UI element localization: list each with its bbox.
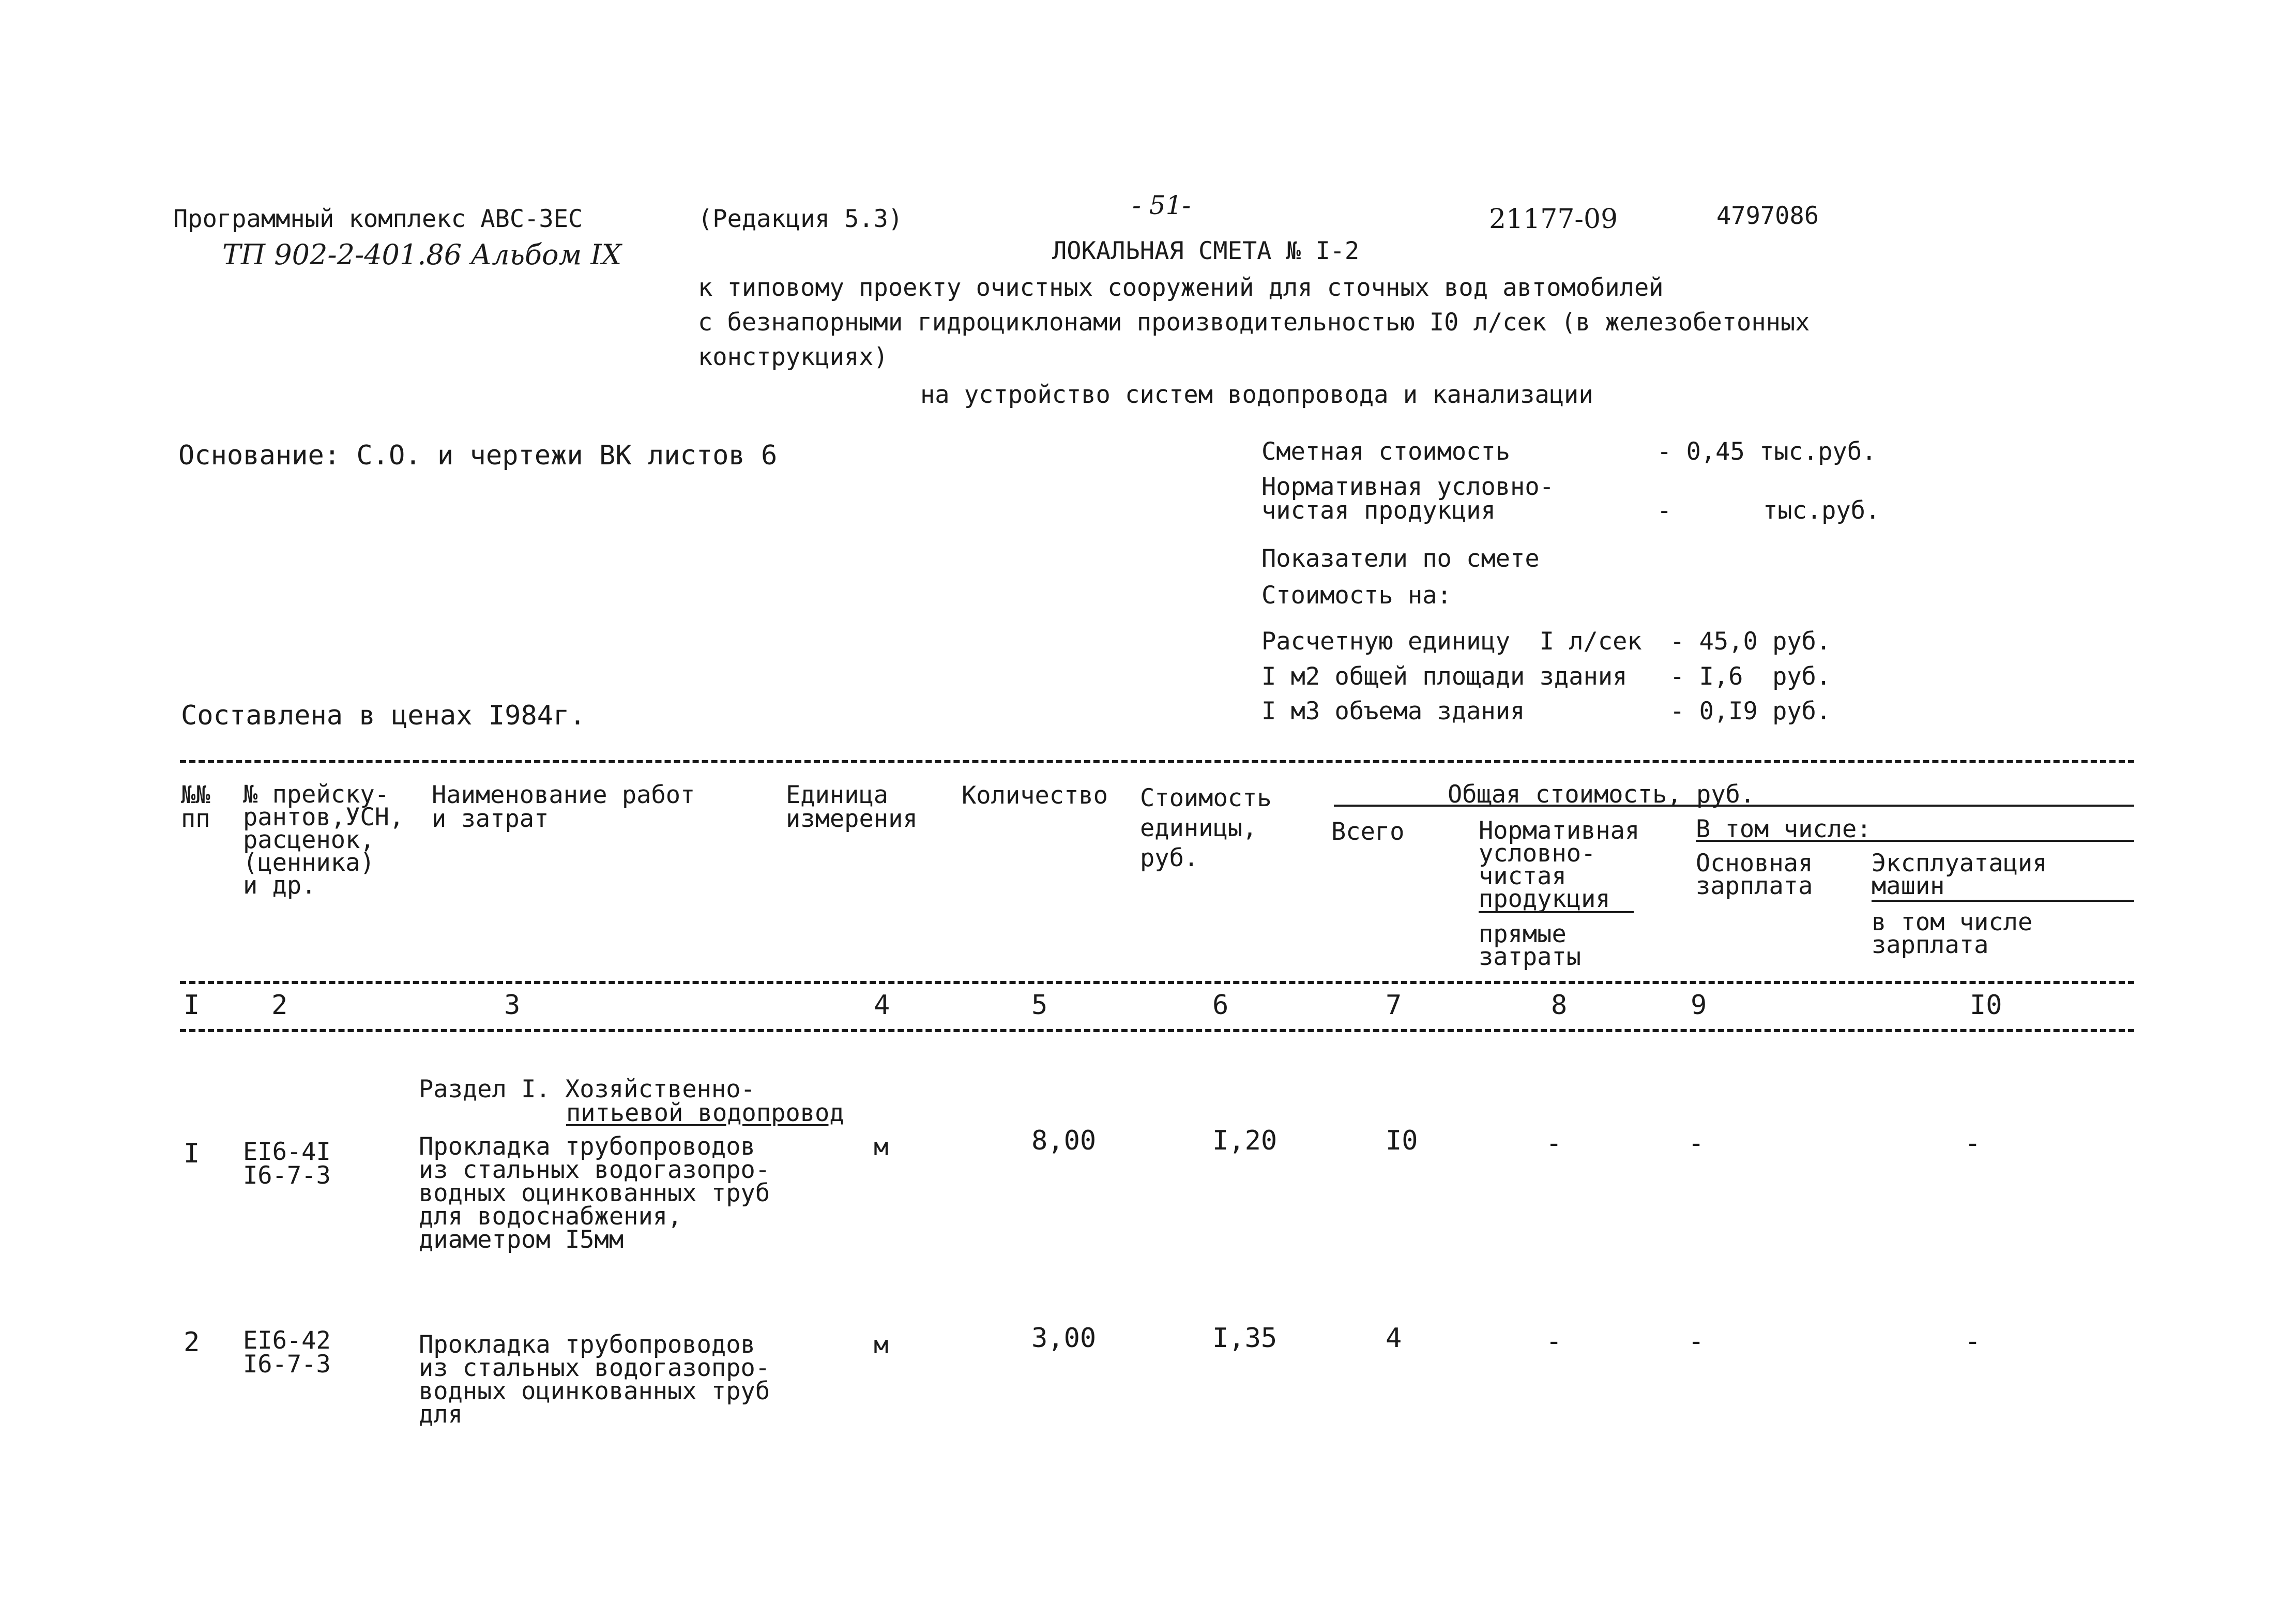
- row-code: ЕI6-4I I6-7-3: [243, 1138, 331, 1190]
- col-number-1: I: [184, 990, 200, 1021]
- col-header-number: №№ пп: [181, 781, 210, 833]
- col-header-name: Наименование работ и затрат: [432, 781, 695, 833]
- row-wage: -: [1688, 1326, 1705, 1357]
- col-header-machines: Эксплуатация машин: [1872, 849, 2047, 900]
- indicators-label: Показатели по смете: [1261, 545, 1540, 573]
- row-name: Прокладка трубопроводов из стальных водогазопро- водных оцинкованных труб для: [419, 1330, 770, 1429]
- col-number-6: 6: [1212, 990, 1229, 1021]
- row-normative: -: [1546, 1128, 1562, 1159]
- row-qty: 3,00: [1031, 1323, 1097, 1354]
- cost-label: Сметная стоимость: [1261, 437, 1511, 466]
- row-normative: -: [1546, 1326, 1562, 1357]
- row-total: 4: [1386, 1323, 1402, 1354]
- col-number-5: 5: [1031, 990, 1048, 1021]
- col-header-normative: Нормативная условно- чистая продукция: [1479, 816, 1640, 913]
- row-code: ЕI6-42 I6-7-3: [243, 1326, 331, 1379]
- smeta-title: ЛОКАЛЬНАЯ СМЕТА № I-2: [1052, 237, 1360, 265]
- title-line-4: на устройство систем водопровода и канализации: [920, 381, 1593, 409]
- table-header-rule: [180, 981, 2134, 984]
- col-header-including: В том числе:: [1696, 815, 1872, 843]
- normative-rule: [1479, 911, 1634, 913]
- section-title-line-1: Раздел I. Хозяйственно-: [419, 1075, 755, 1103]
- col-header-basic-wage: Основная зарплата: [1696, 849, 1813, 900]
- row-machines: -: [1965, 1128, 1981, 1159]
- page-number: - 51-: [1132, 190, 1191, 220]
- row-unit-price: I,20: [1212, 1125, 1278, 1156]
- col-header-unit: Единица измерения: [786, 781, 918, 833]
- col-header-total: Всего: [1331, 818, 1405, 846]
- cost-per-label: Стоимость на:: [1261, 581, 1452, 610]
- area-cost-label: I м2 общей площади здания: [1261, 662, 1628, 691]
- handwritten-album-ref: ТП 902-2-401.86 Альбом IX: [222, 238, 622, 271]
- col-number-8: 8: [1551, 990, 1568, 1021]
- doc-number: 4797086: [1716, 202, 1819, 230]
- row-qty: 8,00: [1031, 1125, 1097, 1156]
- row-machines: -: [1965, 1326, 1981, 1357]
- col-header-qty: Количество: [962, 781, 1108, 810]
- norm-value-unit: тыс.руб.: [1763, 496, 1880, 525]
- norm-label-1: Нормативная условно-: [1261, 473, 1554, 501]
- basis: Основание: С.О. и чертежи ВК листов 6: [178, 440, 778, 471]
- row-number: I: [184, 1138, 200, 1169]
- row-number: 2: [184, 1327, 200, 1358]
- volume-cost-label: I м3 объема здания: [1261, 697, 1525, 725]
- row-unit-price: I,35: [1212, 1323, 1278, 1354]
- section-title-line-2: питьевой водопровод: [566, 1099, 844, 1127]
- title-line-3: конструкциях): [698, 343, 888, 371]
- row-total: I0: [1386, 1125, 1418, 1156]
- unit-cost-label: Расчетную единицу I л/сек: [1261, 627, 1642, 656]
- col-number-3: 3: [504, 990, 521, 1021]
- col-number-10: I0: [1970, 990, 2002, 1021]
- col-header-machines-wage: в том числе зарплата: [1872, 908, 2033, 959]
- col-number-4: 4: [874, 990, 890, 1021]
- col-number-2: 2: [271, 990, 288, 1021]
- cost-value: - 0,45 тыс.руб.: [1657, 437, 1877, 466]
- col-header-total-cost: Общая стоимость, руб.: [1448, 780, 1755, 809]
- row-unit: м: [874, 1331, 889, 1359]
- col-number-7: 7: [1386, 990, 1402, 1021]
- row-wage: -: [1688, 1128, 1705, 1159]
- row-unit: м: [874, 1133, 889, 1161]
- column-numbers-rule: [180, 1029, 2134, 1032]
- col-header-code: № прейску- рантов,УСН, расценок, (ценника) и др.: [243, 780, 404, 900]
- title-line-1: к типовому проекту очистных сооружений для сточных вод автомобилей: [698, 274, 1664, 302]
- doc-code: 21177-09: [1489, 204, 1618, 235]
- prices-year: Составлена в ценах I984г.: [181, 700, 586, 731]
- col-number-9: 9: [1691, 990, 1707, 1021]
- row-name: Прокладка трубопроводов из стальных водогазопро- водных оцинкованных труб для водоснабжения, диаметром I5мм: [419, 1132, 770, 1254]
- title-line-2: с безнапорными гидроциклонами производительностью I0 л/сек (в железобетонных: [698, 308, 1810, 337]
- col-header-direct-costs: прямые затраты: [1479, 920, 1582, 971]
- norm-label-2: чистая продукция: [1261, 496, 1496, 525]
- col-header-unit-price: Стоимость единицы, руб.: [1140, 784, 1272, 872]
- table-top-rule: [180, 760, 2134, 763]
- volume-cost-value: - 0,I9 руб.: [1670, 697, 1831, 725]
- program-name: Программный комплекс АВС-3ЕС: [173, 205, 583, 233]
- unit-cost-value: - 45,0 руб.: [1670, 627, 1831, 656]
- area-cost-value: - I,6 руб.: [1670, 662, 1831, 691]
- edition-label: (Редакция 5.3): [698, 205, 903, 233]
- norm-value-dash: -: [1657, 496, 1672, 525]
